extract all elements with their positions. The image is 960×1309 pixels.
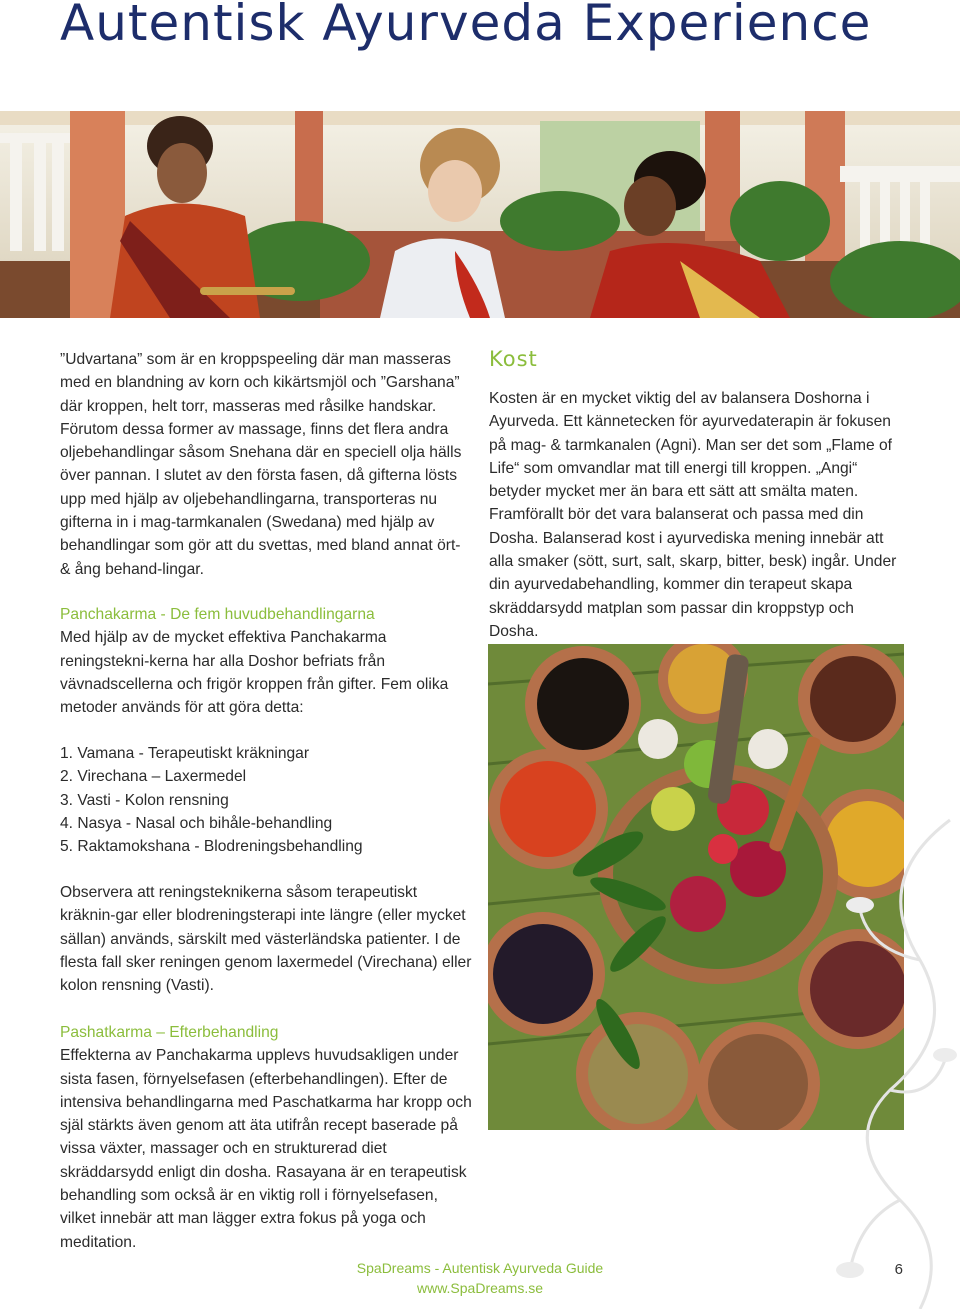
kost-paragraph xyxy=(489,387,907,643)
spa-welcome-photo xyxy=(0,111,960,318)
list-item: 4. Nasya - Nasal och bihåle-behandling xyxy=(60,814,333,832)
floral-ornament-icon xyxy=(830,800,960,1309)
observe-paragraph xyxy=(60,881,472,997)
panchakarma-heading: Panchakarma - De fem huvudbehandlingarna xyxy=(60,606,375,623)
page-title: Autentisk Ayurveda Experience xyxy=(60,0,872,52)
observe-text: Observera att reningsteknikerna såsom terapeutiskt kräknin-gar eller blodreningsterapi inte längre (eller mycket sällan) används, särskilt med västerländska patienter. I de flesta fall sker reningen genom laxermedel (Virechana) eller kolon rensning (Vasti). xyxy=(60,884,472,995)
list-item: 2. Virechana – Laxermedel xyxy=(60,768,247,786)
methods-list xyxy=(60,742,472,858)
panchakarma-text: Med hjälp av de mycket effektiva Panchakarma reningstekni-kerna har alla Doshor befriats från vävnadscellerna och frigör kroppen från gifter. Fem olika metoder används för att göra detta: xyxy=(60,629,449,717)
pashatkarma-heading: Pashatkarma – Efterbehandling xyxy=(60,1024,279,1041)
pashatkarma-section xyxy=(60,1021,472,1254)
list-item: 1. Vamana - Terapeutiskt kräkningar xyxy=(60,745,310,762)
footer-guide-title: SpaDreams - Autentisk Ayurveda Guide xyxy=(356,1260,604,1276)
panchakarma-section xyxy=(60,603,472,719)
intro-text: ”Udvartana” som är en kroppspeeling där man masseras med en blandning av korn och kikärtsmjöl och ”Garshana” där kroppen, helt torr, masseras med råsilke handskar. Förutom dessa former av massage, finns det flera andra oljebehandlingar såsom Snehana där en speciell olja hälls över pannan. I slutet av den första fasen, då gifterna lösts upp med hjälp av oljebehandlingarna, transporteras nu gifterna in i mag-tarmkanalen (Swedana) med hjälp av behandlingar som gör att du svettas, med bland annat ört- & ång behand-lingar. xyxy=(60,351,462,578)
list-item: 5. Raktamokshana - Blodreningsbehandling xyxy=(60,838,363,856)
pashatkarma-text: Effekterna av Panchakarma upplevs huvudsakligen under sista fasen, förnyelsefasen (efterbehandlingen). Efter de intensiva behandlingarna med Paschatkarma har kropp och själ stärkts även genom att äta utifrån recept baserade på vissa växter, massager och en strukturerad diet skräddarsydd enligt din dosha. Rasayana är en terapeutisk behandling som också är en viktig roll i förnyelsefasen, vilket innebär att man lägger extra fokus på yoga och meditation. xyxy=(60,1047,472,1251)
page-number: 6 xyxy=(894,1261,903,1278)
kost-text: Kosten är en mycket viktig del av balansera Doshorna i Ayurveda. Ett kännetecken för ayurvedaterapin är fokusen på mag- & tarmkanalen (Agni). Man ser det som „Flame of Life“ som omvandlar mat till energi till kroppen. „Angi“ betyder mycket mer än bara ett sätt att smälta maten. Framförallt bör det vara balanserat och passa med din Dosha. Balanserad kost i ayurvediska mening innebär att alla smaker (sött, surt, salt, skarp, bitter, besk) ingår. Under din ayurvedabehandling, kommer din terapeut skapa skräddarsydd matplan som passar din kroppstyp och Dosha. xyxy=(489,390,897,640)
list-item: 3. Vasti - Kolon rensning xyxy=(60,791,229,809)
kost-heading: Kost xyxy=(489,347,538,371)
footer-website-link[interactable]: www.SpaDreams.se xyxy=(416,1280,544,1296)
intro-paragraph xyxy=(60,348,472,581)
